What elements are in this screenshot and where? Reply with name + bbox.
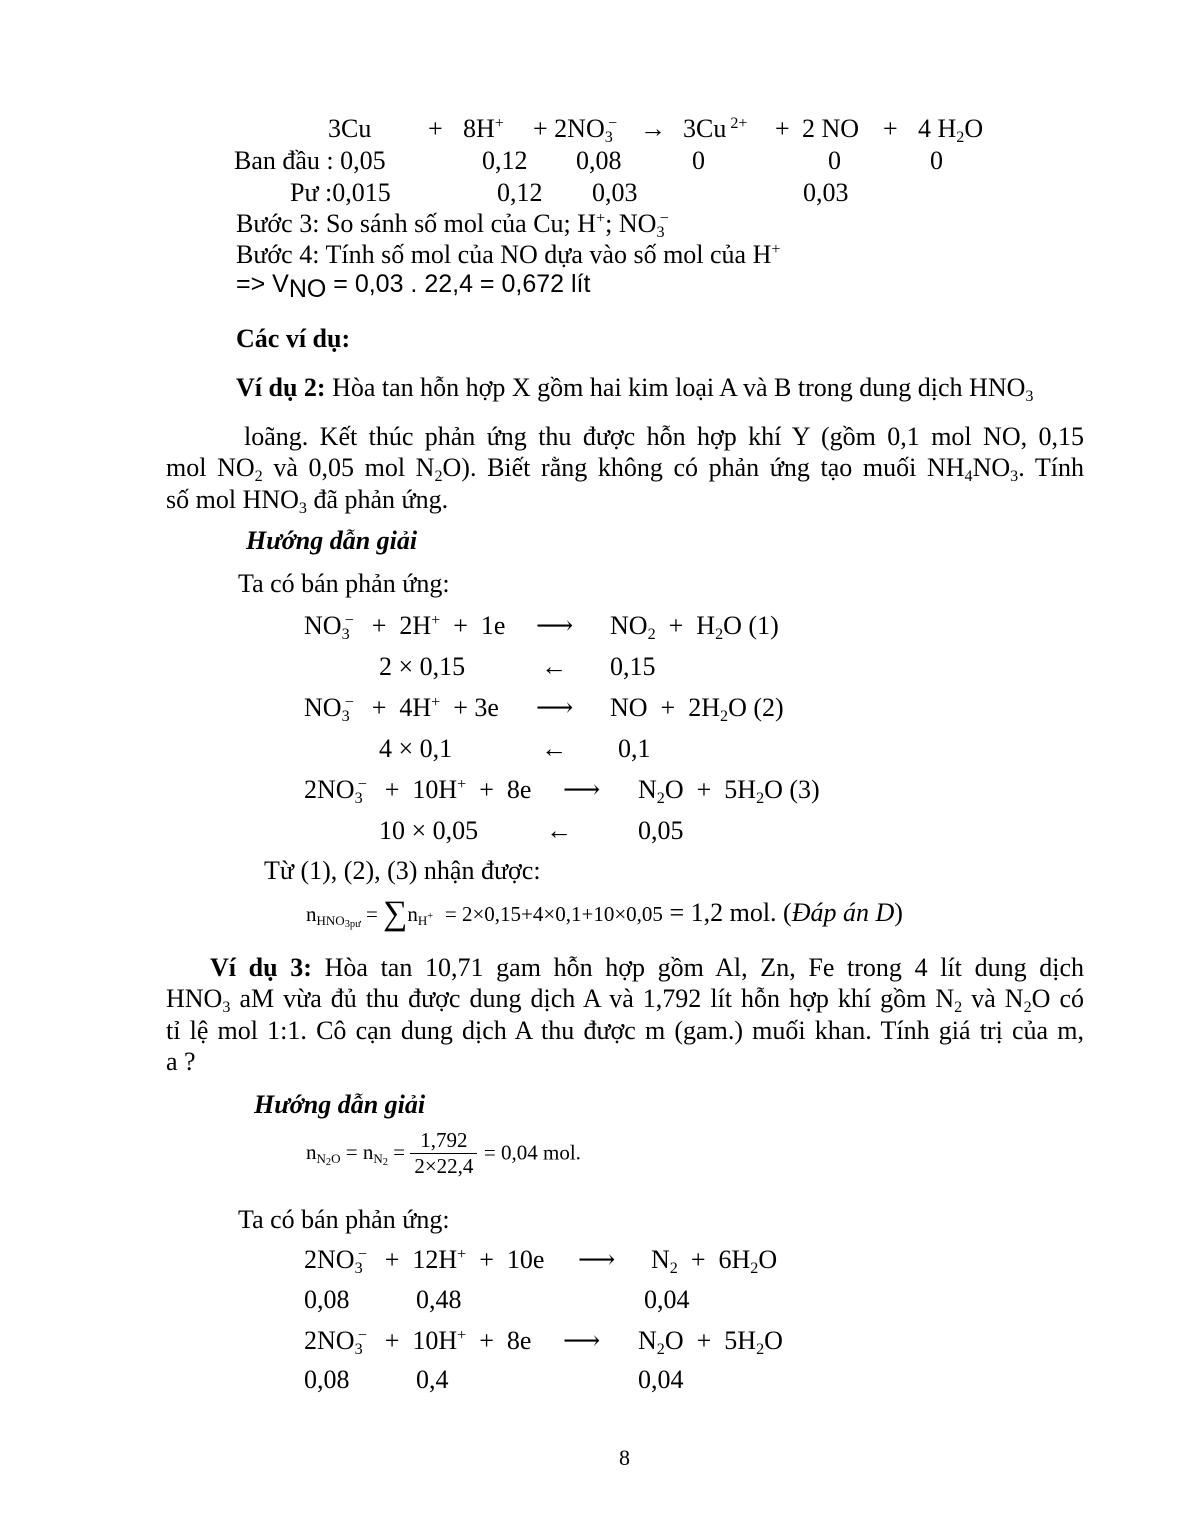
bd-no: 0: [828, 146, 841, 175]
cu-reactant: 3Cu: [328, 114, 372, 143]
r3-larrow: ←: [546, 816, 572, 845]
bd-h: 0,12: [482, 146, 528, 175]
vd2-line3: mol $NO_2$ và 0,05 mol $N_2O$). Biết rằng không có phản ứng tạo muối $NH_4NO_3$. Tính: [166, 453, 1084, 485]
r2-arrow: ⟶: [536, 693, 574, 722]
eq-no: 2 NO: [802, 114, 860, 143]
vd3-line3: tỉ lệ mol 1:1. Cô cạn dung dịch A thu được m (gam.) muối khan. Tính giá trị của m,: [166, 1016, 1084, 1045]
vd3-huong-dan: Hướng dẫn giải: [254, 1090, 426, 1119]
s2-h: 0,4: [416, 1365, 449, 1394]
bd-h2o: 0: [930, 146, 943, 175]
s1-no3: 0,08: [304, 1285, 350, 1314]
section-heading: Các ví dụ:: [236, 324, 351, 353]
pu-no: 0,03: [803, 178, 849, 207]
r1-val: 0,15: [610, 652, 656, 681]
vd3-line1: Ví dụ 3: Hòa tan 10,71 gam hỗn hợp gồm Al, Zn, Fe trong 4 lít dung dịch: [210, 953, 1085, 982]
row-pu: Pư :0,015: [290, 178, 391, 207]
r1-eq: $NO_3^- + 2H^+ + 1e$: [304, 611, 506, 643]
s1-eq: $2NO_3^- + 12H^+ + 10e$: [304, 1245, 545, 1277]
eq-arrow: →: [640, 114, 666, 143]
vd2-line2: loãng. Kết thúc phản ứng thu được hỗn hợp khí Y (gồm 0,1 mol NO, 0,15: [244, 422, 1084, 451]
pu-no3: 0,03: [592, 178, 638, 207]
r3-val: 0,05: [638, 816, 684, 845]
eq-no3: + $2NO_3^-$: [533, 114, 618, 146]
buoc-3: Bước 3: So sánh số mol của Cu; H+; $NO_3^-$: [236, 209, 669, 241]
r2-eq: $NO_3^- + 4H^+ + 3e$: [304, 693, 499, 725]
vd2-line4: số mol $HNO_3$ đã phản ứng.: [166, 485, 449, 517]
vd3-mol-formula: $n_{N_2O} = n_{N_2}$ = $\frac{1,792}{2\times 22,4}$ = 0,04 mol.: [306, 1128, 581, 1178]
eq-h2o: 4 $H_2O$: [918, 114, 984, 146]
r2-larrow: ←: [541, 734, 567, 763]
r3-arrow: ⟶: [563, 775, 601, 804]
eq-main: [328, 116, 371, 142]
r1-arrow: ⟶: [536, 611, 574, 640]
r1-coef: 2 × 0,15: [379, 652, 466, 681]
vd2-tu: Từ (1), (2), (3) nhận được:: [264, 856, 541, 885]
row-ban-dau: Ban đầu : 0,05: [234, 146, 386, 175]
vd2-sum-formula: $n_{HNO_{3pư}} = \sum n_{H^+} = 2\times 0,15+4\times 0,1+10\times 0,05 = 1,2$ mol. (Đáp án D): [306, 895, 903, 932]
pu-h: 0,12: [497, 178, 543, 207]
vno-result: => VNO = 0,03 . 22,4 = 0,672 lít: [236, 270, 591, 303]
vd3-ban-pu: Ta có bán phản ứng:: [238, 1205, 450, 1234]
r2-coef: 4 × 0,1: [379, 734, 453, 763]
eq-plus-1: +: [428, 114, 443, 143]
eq-plus-3: +: [883, 114, 898, 143]
vd2-huong-dan: Hướng dẫn giải: [246, 526, 418, 555]
eq-cu-ion: 3Cu $^{2+}$: [683, 114, 748, 143]
bd-no3: 0,08: [576, 146, 622, 175]
s2-arrow: ⟶: [563, 1326, 601, 1355]
mol-fraction: $\frac{1,792}{2\times 22,4}$: [410, 1130, 477, 1177]
vd3-line2: $HNO_3$ aM vừa đủ thu được dung dịch A và 1,792 lít hỗn hợp khí gồm $N_2$ và $N_2O$ có: [166, 984, 1085, 1016]
r3-prod: $N_2O + 5H_2O$ (3): [638, 775, 820, 807]
s2-n2o: 0,04: [638, 1365, 684, 1394]
r2-val: 0,1: [618, 734, 651, 763]
r2-prod: NO + $2H_2O$ (2): [610, 693, 784, 725]
r1-larrow: ←: [541, 652, 567, 681]
eq-plus-2: +: [775, 114, 790, 143]
bd-cu: 0: [692, 146, 705, 175]
vd2-ban-pu: Ta có bán phản ứng:: [238, 569, 450, 598]
buoc-4: Bước 4: Tính số mol của NO dựa vào số mol của H+: [236, 240, 781, 269]
r3-eq: $2NO_3^- + 10H^+ + 8e$: [304, 775, 532, 807]
s1-n2: 0,04: [644, 1285, 690, 1314]
s1-prod: $N_2 + 6H_2O$: [651, 1245, 778, 1277]
s2-no3: 0,08: [304, 1365, 350, 1394]
vd3-line4: a ?: [166, 1047, 196, 1076]
r1-prod: $NO_2 + H_2O$ (1): [610, 611, 779, 643]
eq-h-plus: 8H+: [463, 114, 504, 143]
s2-prod: $N_2O + 5H_2O$: [638, 1326, 783, 1358]
vd2-line1: Ví dụ 2: Hòa tan hỗn hợp X gồm hai kim loại A và B trong dung dịch $HNO_3$: [236, 373, 1034, 405]
page-number: 8: [619, 1445, 630, 1470]
s2-eq: $2NO_3^- + 10H^+ + 8e$: [304, 1326, 532, 1358]
s1-arrow: ⟶: [578, 1245, 616, 1274]
r3-coef: 10 × 0,05: [379, 816, 479, 845]
s1-h: 0,48: [416, 1285, 462, 1314]
